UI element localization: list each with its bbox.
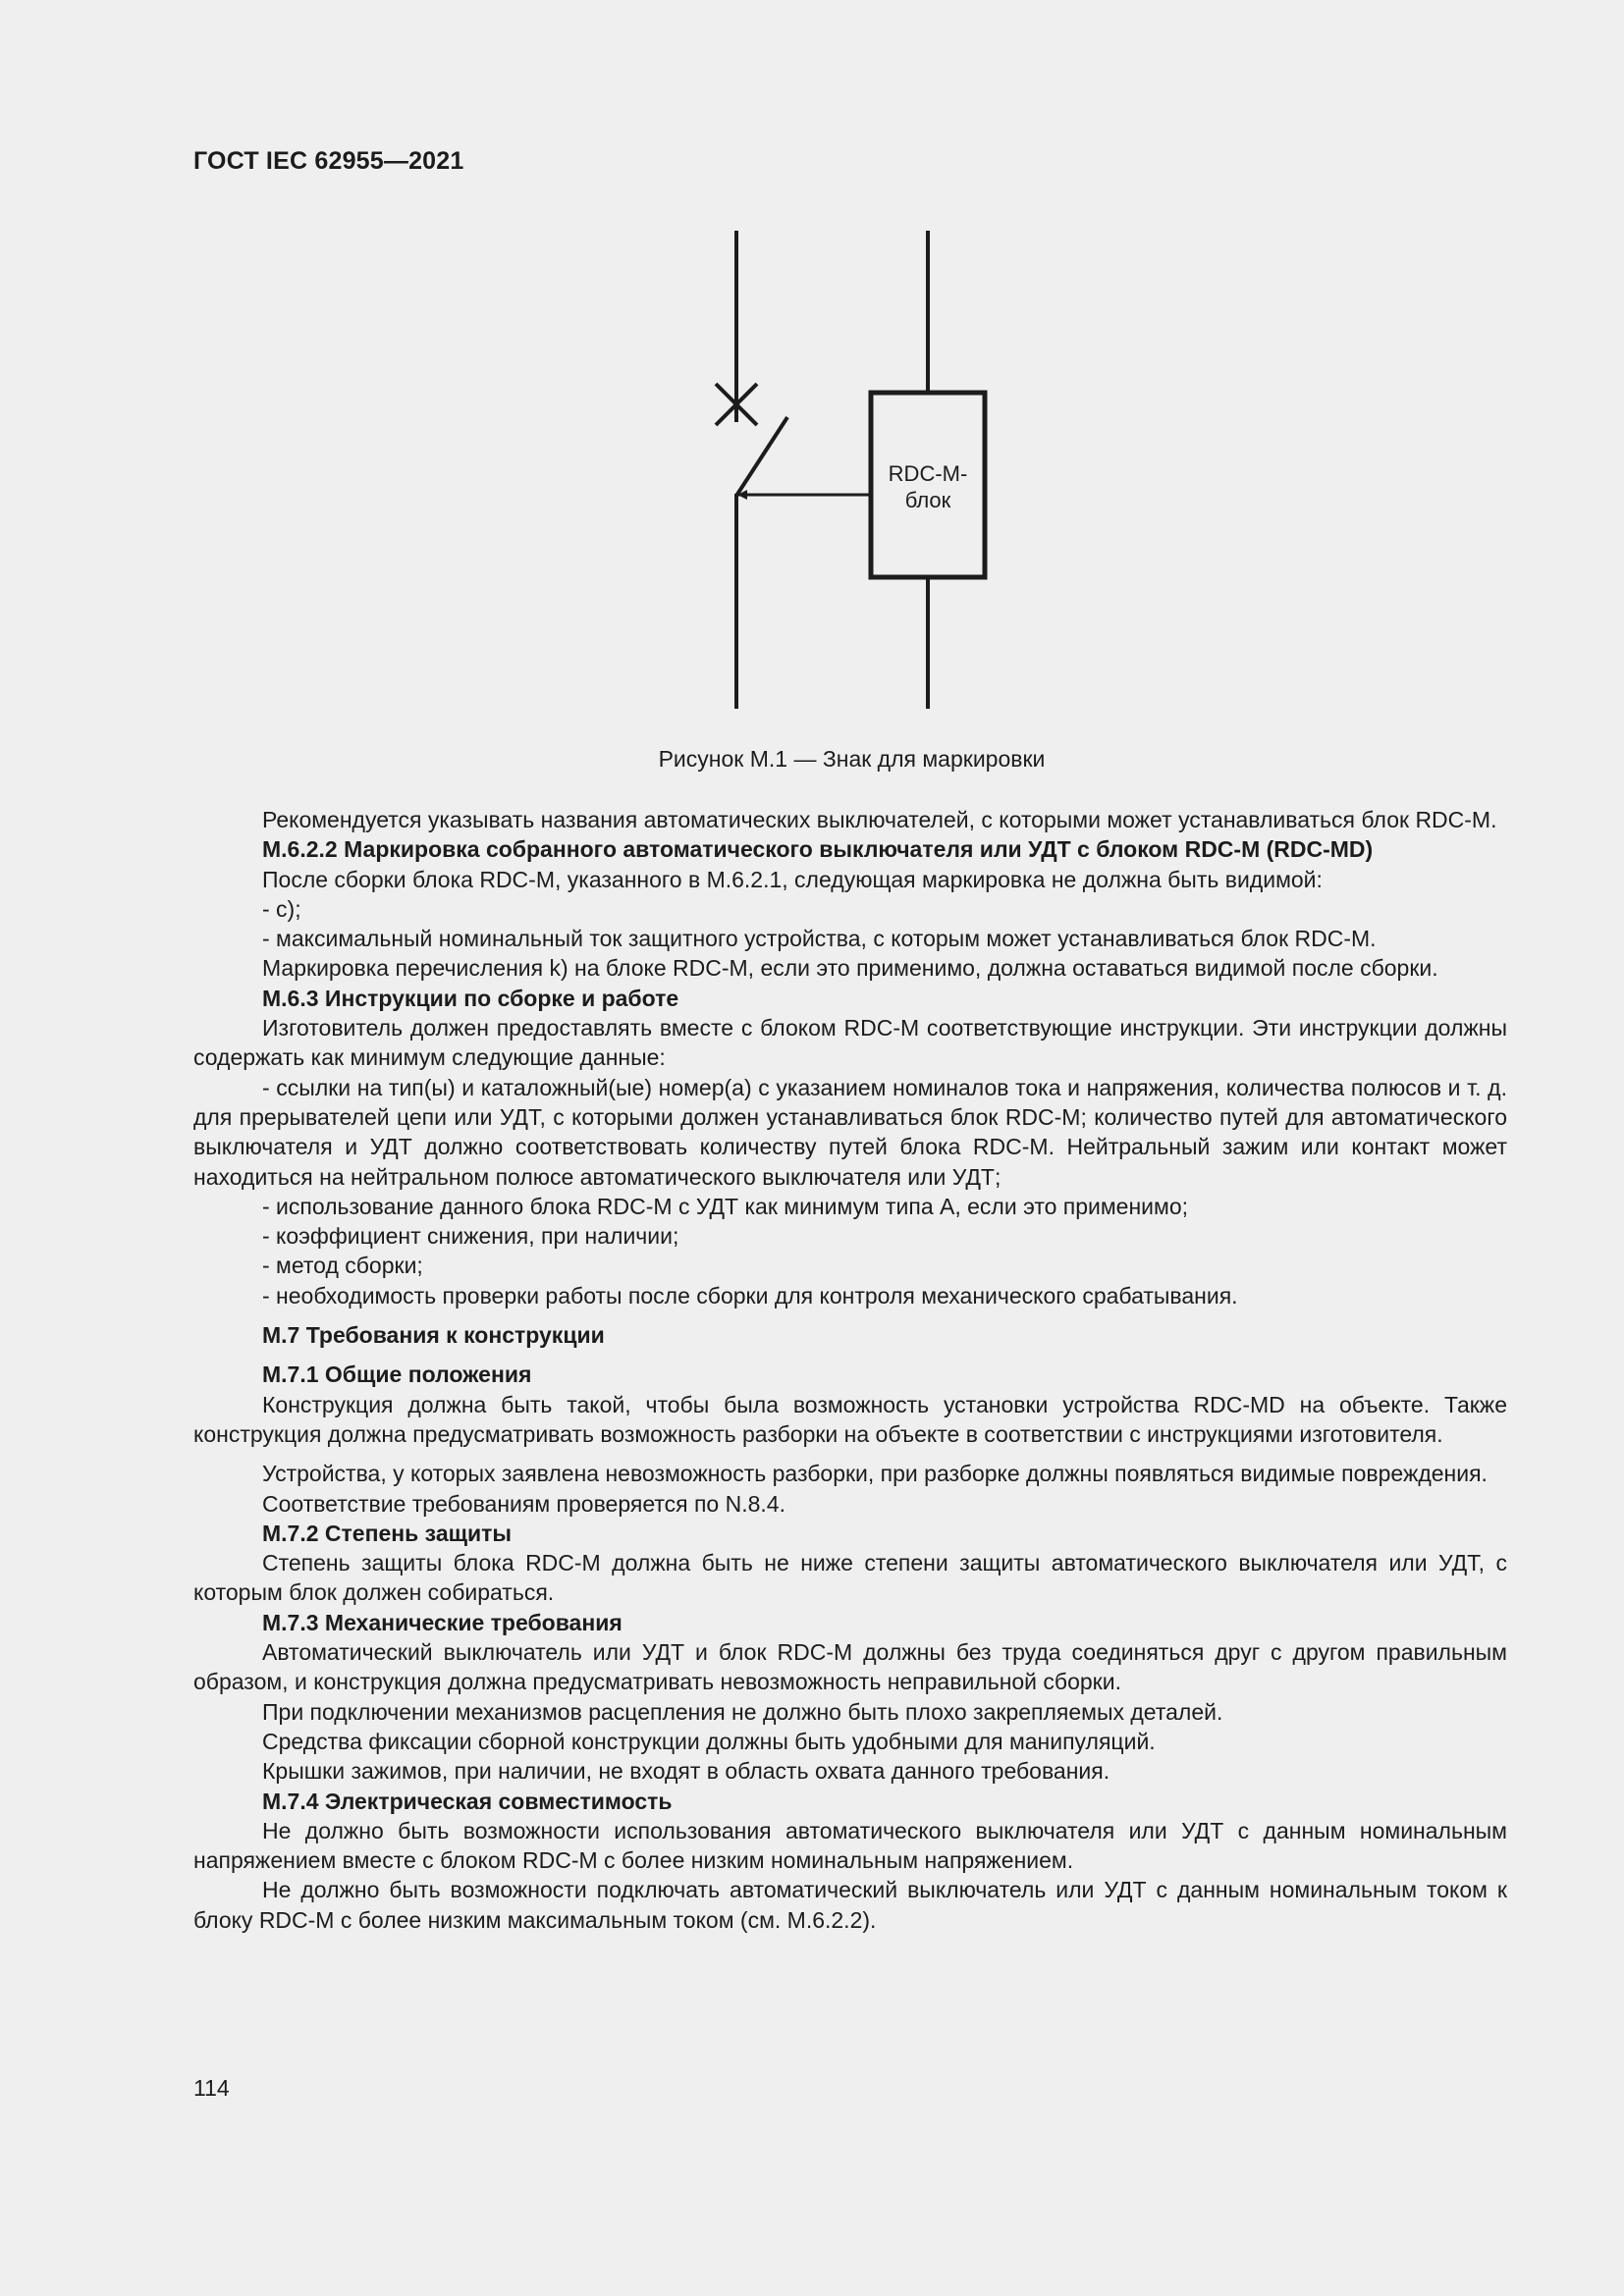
paragraph: - ссылки на тип(ы) и каталожный(ые) номер(а) с указанием номиналов тока и напряжения, количества полюсов и т. д. для прерывателей цепи или УДТ, с которыми должен устанавливаться блок RDC-M; количество путей для автоматического выключателя и УДТ должно соответствовать количеству путей блока RDC-M. Нейтральный зажим или контакт может находиться на нейтральном полюсе автоматического выключателя или УДТ; bbox=[193, 1074, 1507, 1190]
paragraph: Автоматический выключатель или УДТ и блок RDC-M должны без труда соединяться друг с другом правильным образом, и конструкция должна предусматривать невозможность неправильной сборки. bbox=[193, 1639, 1507, 1695]
switch-contact bbox=[736, 417, 787, 496]
paragraph: - коэффициент снижения, при наличии; bbox=[262, 1223, 679, 1250]
paragraph: - необходимость проверки работы после сборки для контроля механического срабатывания. bbox=[262, 1282, 1238, 1308]
marking-symbol-diagram bbox=[0, 0, 1624, 746]
paragraph: Средства фиксации сборной конструкции должны быть удобными для манипуляций. bbox=[262, 1728, 1156, 1754]
section-heading: M.6.2.2 Маркировка собранного автоматического выключателя или УДТ с блоком RDC-M (RDC-MD) bbox=[262, 836, 1374, 863]
paragraph: Соответствие требованиям проверяется по N.8.4. bbox=[262, 1490, 785, 1517]
paragraph: - использование данного блока RDC-M с УДТ как минимум типа A, если это применимо; bbox=[262, 1193, 1189, 1219]
section-heading: M.6.3 Инструкции по сборке и работе bbox=[262, 985, 679, 1011]
paragraph: - максимальный номинальный ток защитного устройства, с которым может устанавливаться блок RDC-M. bbox=[262, 926, 1377, 952]
section-heading: M.7.3 Механические требования bbox=[262, 1609, 623, 1635]
body-text bbox=[193, 805, 1507, 1935]
paragraph: - метод сборки; bbox=[262, 1253, 423, 1279]
document-header: ГОСТ IEC 62955—2021 bbox=[193, 147, 464, 175]
paragraph: При подключении механизмов расцепления не должно быть плохо закрепляемых деталей. bbox=[262, 1698, 1223, 1725]
paragraph: Конструкция должна быть такой, чтобы была возможность установки устройства RDC-MD на объекте. Также конструкция должна предусматривать возможность разборки на объекте в соответствии с инструкциями изготовителя. bbox=[193, 1391, 1507, 1447]
section-heading: M.7.1 Общие положения bbox=[262, 1362, 532, 1388]
paragraph: Степень защиты блока RDC-M должна быть не ниже степени защиты автоматического выключателя или УДТ, с которым блок должен собираться. bbox=[193, 1550, 1507, 1606]
paragraph: Не должно быть возможности подключать автоматический выключатель или УДТ с данным номинальным током к блоку RDC-M с более низким максимальным током (см. M.6.2.2). bbox=[193, 1877, 1507, 1933]
paragraph: Маркировка перечисления k) на блоке RDC-M, если это применимо, должна оставаться видимой после сборки. bbox=[262, 955, 1438, 982]
paragraph: Крышки зажимов, при наличии, не входят в область охвата данного требования. bbox=[262, 1758, 1110, 1785]
section-heading: M.7.2 Степень защиты bbox=[262, 1520, 513, 1546]
paragraph: Рекомендуется указывать названия автоматических выключателей, с которыми может устанавливаться блок RDC-M. bbox=[262, 807, 1497, 832]
paragraph: Устройства, у которых заявлена невозможность разборки, при разборке должны появляться видимые повреждения. bbox=[262, 1461, 1488, 1487]
section-heading: M.7 Требования к конструкции bbox=[262, 1322, 605, 1349]
paragraph: Не должно быть возможности использования автоматического выключателя или УДТ с данным номинальным напряжением вместе с блоком RDC-M с более низким номинальным напряжением. bbox=[193, 1817, 1507, 1874]
figure-caption: Рисунок M.1 — Знак для маркировки bbox=[658, 746, 1046, 772]
paragraph: - c); bbox=[262, 895, 301, 922]
paragraph: После сборки блока RDC-M, указанного в M.6.2.1, следующая маркировка не должна быть видимой: bbox=[262, 866, 1323, 892]
paragraph: Изготовитель должен предоставлять вместе с блоком RDC-M соответствующие инструкции. Эти инструкции должны содержать как минимум следующие данные: bbox=[193, 1015, 1507, 1071]
section-heading: M.7.4 Электрическая совместимость bbox=[262, 1788, 673, 1814]
block-label-line2: блок bbox=[904, 488, 951, 512]
block-label-line1: RDC-M- bbox=[888, 461, 968, 486]
page-number: 114 bbox=[193, 2075, 230, 2101]
